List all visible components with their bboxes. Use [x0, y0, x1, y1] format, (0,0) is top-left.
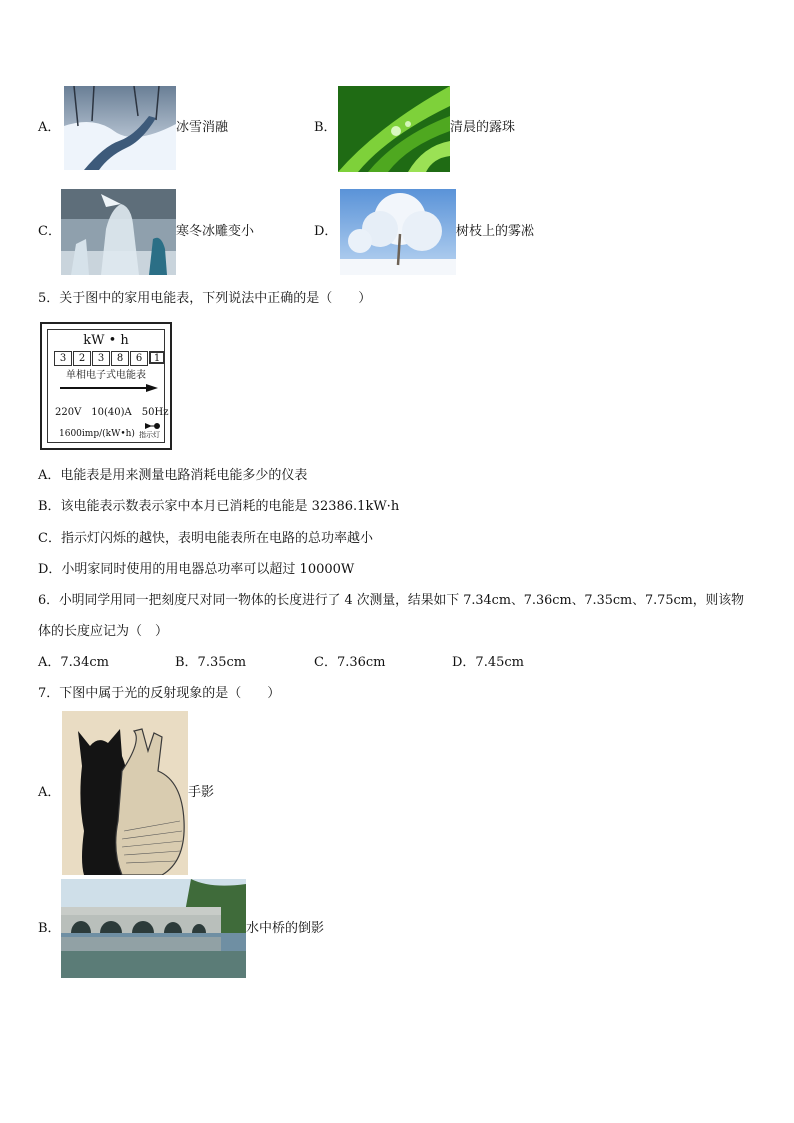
q6-option-c: C．7.36cm: [314, 655, 386, 670]
meter-digit: 6: [130, 351, 148, 366]
meter-name: 单相电子式电能表: [66, 370, 146, 381]
q7-option-a-caption: 手影: [188, 785, 215, 800]
q4-option-a-letter: A．: [38, 120, 61, 135]
meter-arrow-icon: [60, 384, 158, 392]
q6-stem-line1: 6．小明同学用同一把刻度尺对同一物体的长度进行了 4 次测量，结果如下 7.34cm、7.36cm、7.35cm、7.75cm，则该物: [38, 593, 744, 608]
meter-digit: 3: [54, 351, 72, 366]
q5-stem: 5．关于图中的家用电能表，下列说法中正确的是（ ）: [38, 291, 372, 306]
bridge-reflection-photo: [61, 879, 246, 978]
q4-option-b-caption: 清晨的露珠: [450, 120, 516, 135]
meter-digit: 3: [92, 351, 110, 366]
q6-stem-line2: 体的长度应记为（ ）: [38, 624, 169, 639]
q4-option-d-caption: 树枝上的雾凇: [456, 224, 535, 239]
energy-meter-figure: [40, 322, 172, 450]
meter-digit-row: [54, 351, 165, 366]
q6-option-b: B．7.35cm: [175, 655, 247, 670]
q7-option-b-caption: 水中桥的倒影: [246, 921, 325, 936]
q4-option-c-caption: 寒冬冰雕变小: [176, 224, 255, 239]
meter-specs: 220V 10(40)A 50Hz: [55, 407, 169, 418]
q5-option-c: C．指示灯闪烁的越快，表明电能表所在电路的总功率越小: [38, 531, 373, 546]
meter-digit: 8: [111, 351, 129, 366]
snow-stream-photo: [64, 86, 176, 170]
q5-option-b: B．该电能表示数表示家中本月已消耗的电能是 32386.1kW·h: [38, 499, 400, 514]
q7-stem: 7．下图中属于光的反射现象的是（ ）: [38, 686, 281, 701]
meter-unit: kW • h: [83, 333, 129, 348]
ice-sculpture-photo: [61, 189, 176, 275]
q5-option-a: A．电能表是用来测量电路消耗电能多少的仪表: [38, 468, 308, 483]
meter-indicator-label: 指示灯: [139, 431, 160, 439]
q5-option-d: D．小明家同时使用的用电器总功率可以超过 10000W: [38, 562, 355, 577]
q7-option-a-letter: A．: [38, 785, 61, 800]
dew-grass-photo: [338, 86, 450, 172]
meter-digit: 2: [73, 351, 91, 366]
q4-option-b-letter: B．: [314, 120, 337, 135]
q4-option-a-caption: 冰雪消融: [176, 120, 229, 135]
q4-option-c-letter: C．: [38, 224, 61, 239]
meter-digit-decimal: 1: [149, 351, 165, 364]
q4-option-d-letter: D．: [314, 224, 338, 239]
hand-shadow-photo: [62, 711, 188, 875]
indicator-light-icon: [145, 422, 161, 430]
q7-option-b-letter: B．: [38, 921, 61, 936]
q6-option-a: A．7.34cm: [38, 655, 109, 670]
frosted-tree-photo: [340, 189, 456, 275]
q6-option-d: D．7.45cm: [452, 655, 524, 670]
meter-constant: 1600imp/(kW•h): [59, 429, 135, 439]
